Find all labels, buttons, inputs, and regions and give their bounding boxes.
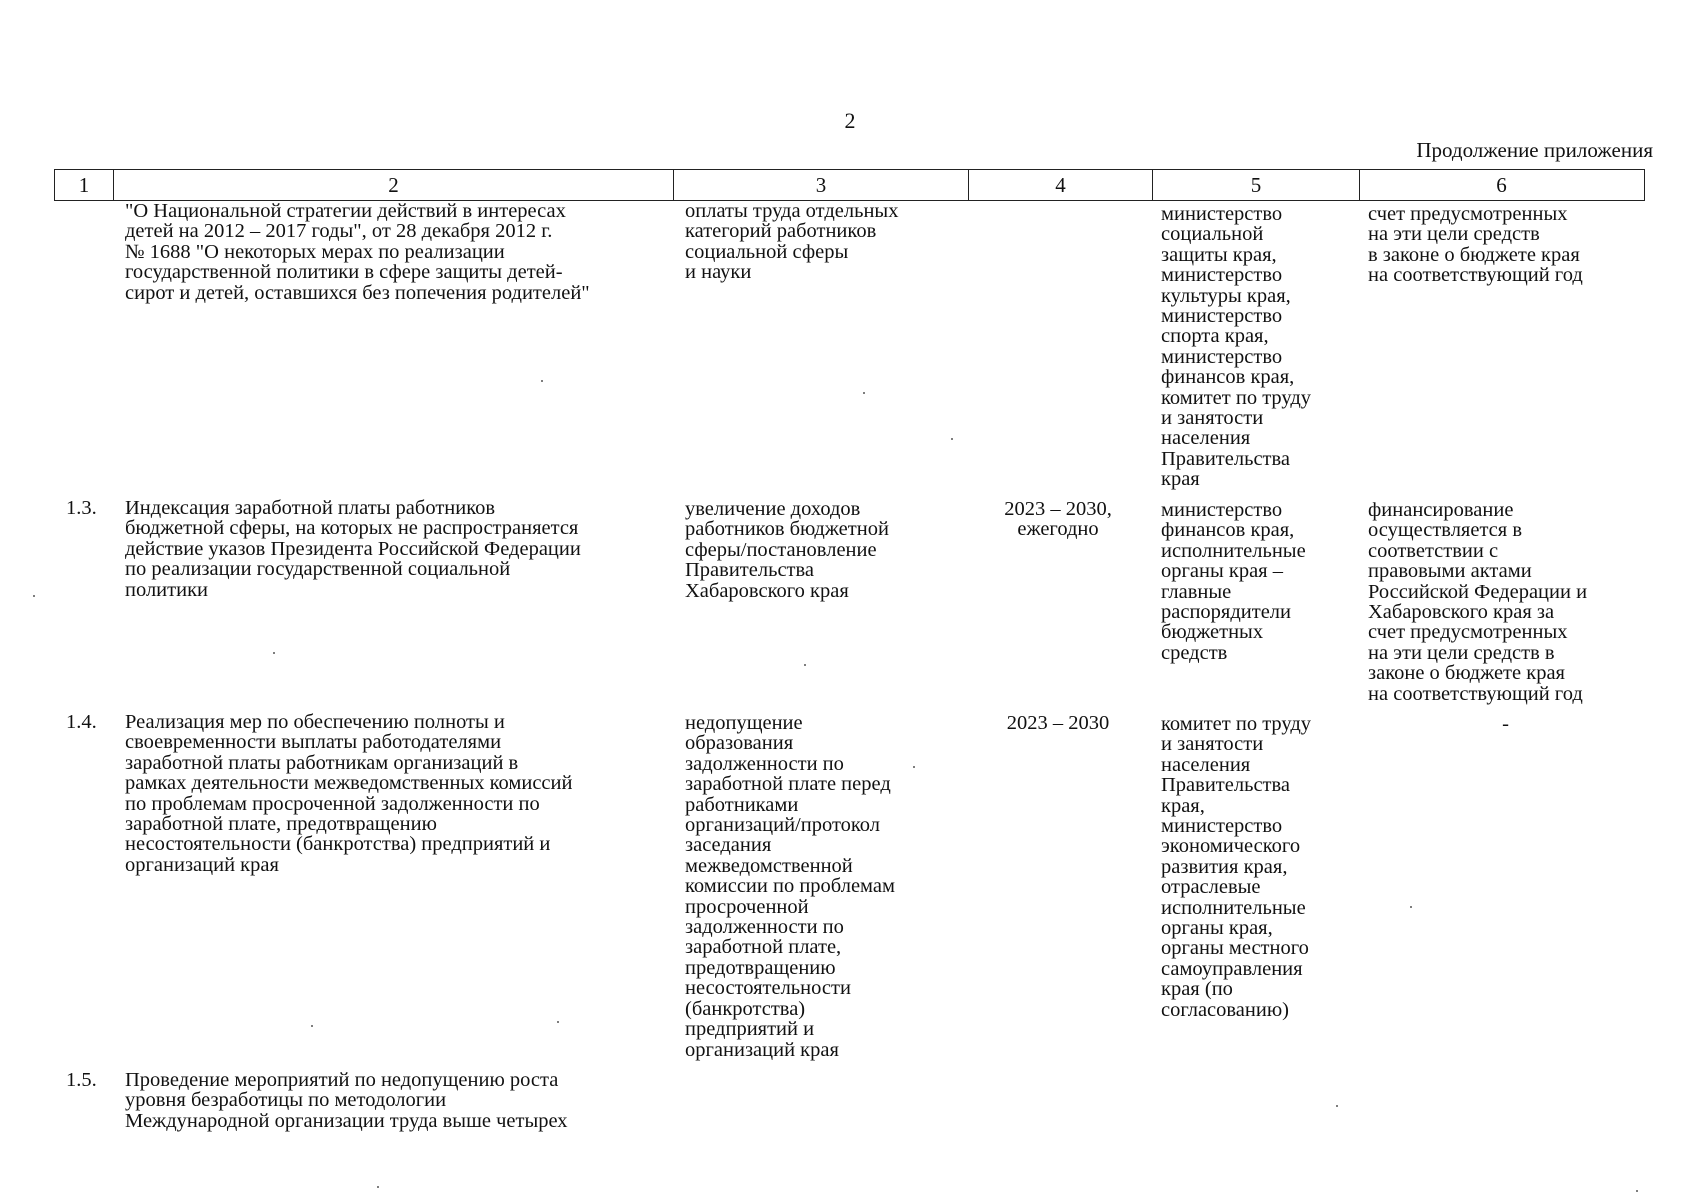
scan-speck bbox=[951, 438, 953, 440]
header-col-3: 3 bbox=[674, 170, 969, 200]
row-description: Индексация заработной платы работников бюджетной сферы, на которых не распространяется действие указов Президента Российской Федерации по реализации государственной социальной политики bbox=[125, 497, 581, 601]
scan-speck bbox=[33, 595, 35, 597]
row-funding: счет предусмотренных на эти цели средств в законе о бюджете края на соответствующий год bbox=[1368, 203, 1583, 287]
continuation-label: Продолжение приложения bbox=[1416, 138, 1653, 162]
row-executor: министерство социальной защиты края, министерство культуры края, министерство спорта края, министерство финансов края, комитет по труду и занятости населения Правительства края bbox=[1161, 203, 1312, 491]
header-col-1: 1 bbox=[55, 170, 114, 200]
row-funding: - bbox=[1502, 713, 1509, 735]
row-description: "О Национальной стратегии действий в интересах детей на 2012 – 2017 годы", от 28 декабря 2012 г. № 1688 "О некоторых мерах по реализации государственной политики в сфере защиты детей- сирот и детей, оставшихся без попечения родителей" bbox=[125, 200, 590, 304]
scan-speck bbox=[1636, 1190, 1638, 1192]
row-number: 1.3. bbox=[66, 497, 97, 519]
header-col-5: 5 bbox=[1153, 170, 1360, 200]
scan-speck bbox=[804, 664, 806, 666]
row-period: 2023 – 2030 bbox=[1006, 712, 1110, 734]
scan-speck bbox=[863, 392, 865, 394]
row-result: оплаты труда отдельных категорий работников социальной сферы и науки bbox=[685, 200, 899, 284]
scan-speck bbox=[377, 1186, 379, 1188]
scan-speck bbox=[1336, 1105, 1338, 1107]
row-executor: комитет по труду и занятости населения Правительства края, министерство экономического развития края, отраслевые исполнительные органы края, органы местного самоуправления края (по согласованию) bbox=[1161, 713, 1312, 1021]
row-result: увеличение доходов работников бюджетной сферы/постановление Правительства Хабаровского края bbox=[685, 498, 889, 602]
scan-speck bbox=[273, 652, 275, 654]
row-number: 1.5. bbox=[66, 1069, 97, 1091]
scan-speck bbox=[541, 380, 543, 382]
scan-speck bbox=[311, 1025, 313, 1027]
row-executor: министерство финансов края, исполнительные органы края – главные распорядители бюджетных средств bbox=[1161, 499, 1306, 664]
row-description: Реализация мер по обеспечению полноты и своевременности выплаты работодателями заработной платы работникам организаций в рамках деятельности межведомственных комиссий по проблемам просроченной задолженности по заработной плате, предотвращению несостоятельности (банкротства) предприятий и организаций края bbox=[125, 711, 573, 876]
row-funding: финансирование осуществляется в соответствии с правовыми актами Российской Федерации и Хабаровского края за счет предусмотренных на эти цели средств в законе о бюджете края на соответствующий год bbox=[1368, 499, 1588, 705]
row-description: Проведение мероприятий по недопущению роста уровня безработицы по методологии Международной организации труда выше четырех bbox=[125, 1069, 568, 1132]
header-col-6: 6 bbox=[1496, 173, 1507, 197]
row-result: недопущение образования задолженности по заработной плате перед работниками организаций/протокол заседания межведомственной комиссии по проблемам просроченной задолженности по заработной плате, предотвращению несостоятельности (банкротства) предприятий и организаций края bbox=[685, 712, 895, 1061]
row-number: 1.4. bbox=[66, 711, 97, 733]
scan-speck bbox=[913, 766, 915, 768]
table-header-row bbox=[54, 169, 1645, 201]
scan-speck bbox=[1410, 906, 1412, 908]
page-number: 2 bbox=[844, 108, 856, 133]
header-col-2: 2 bbox=[114, 170, 674, 200]
row-period: 2023 – 2030, ежегодно bbox=[1004, 498, 1112, 541]
header-col-4: 4 bbox=[969, 170, 1153, 200]
scan-speck bbox=[557, 1021, 559, 1023]
